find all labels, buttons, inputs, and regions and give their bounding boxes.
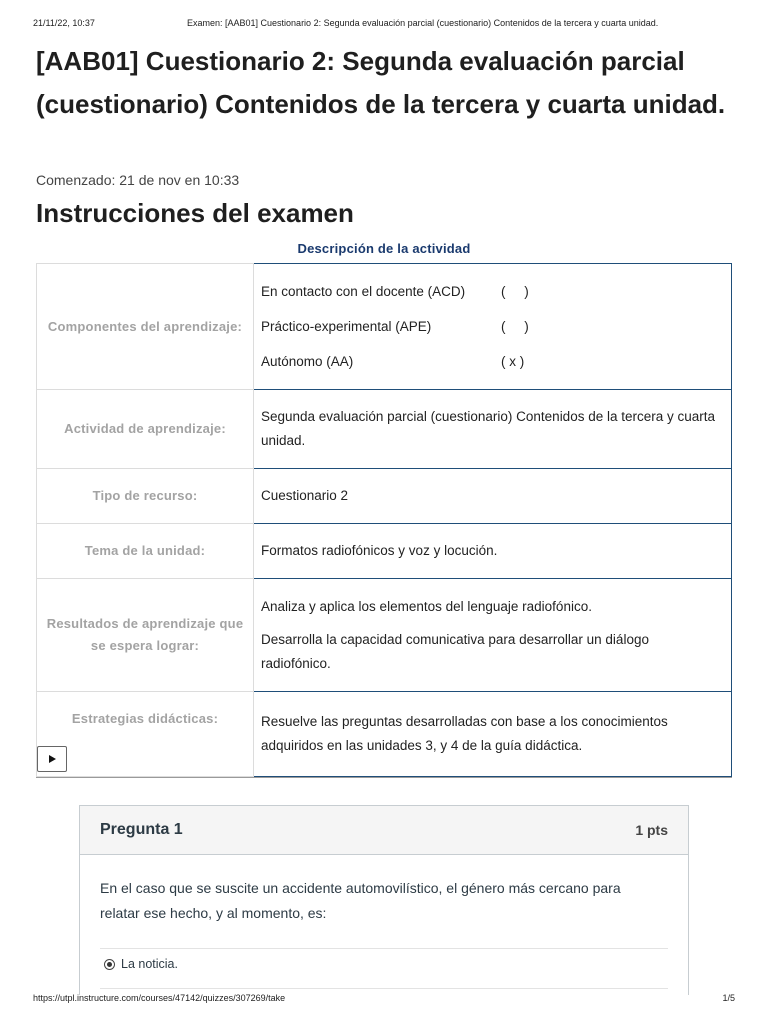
component-name: Autónomo (AA) — [261, 353, 354, 369]
print-document-title: Examen: [AAB01] Cuestionario 2: Segunda evaluación parcial (cuestionario) Contenidos de la tercera y cuarta unidad. — [187, 18, 659, 28]
components-value — [254, 264, 732, 390]
resource-type-label: Tipo de recurso: — [37, 469, 254, 524]
option-divider — [100, 948, 668, 949]
unit-topic-value: Formatos radiofónicos y voz y locución. — [254, 524, 732, 579]
component-name: Práctico-experimental (APE) — [261, 318, 432, 334]
page-title: [AAB01] Cuestionario 2: Segunda evaluación parcial (cuestionario) Contenidos de la tercera y cuarta unidad. — [36, 46, 726, 119]
table-row-learning-results — [37, 579, 732, 692]
answer-option[interactable] — [104, 957, 178, 971]
activity-label: Actividad de aprendizaje: — [37, 390, 254, 469]
unit-topic-label: Tema de la unidad: — [37, 524, 254, 579]
component-item — [261, 309, 721, 344]
table-row-activity — [37, 390, 732, 469]
resource-type-value: Cuestionario 2 — [254, 469, 732, 524]
activity-value: Segunda evaluación parcial (cuestionario) Contenidos de la tercera y cuarta unidad. — [254, 390, 732, 469]
question-points: 1 pts — [635, 822, 668, 838]
answer-option-label: La noticia. — [121, 957, 178, 971]
option-divider — [100, 988, 668, 989]
component-name: En contacto con el docente (ACD) — [261, 283, 466, 299]
learning-result-item: Analiza y aplica los elementos del lenguaje radiofónico. — [261, 598, 592, 614]
play-icon — [47, 754, 57, 764]
print-datetime: 21/11/22, 10:37 — [33, 18, 95, 28]
table-caption: Descripción de la actividad — [297, 241, 471, 256]
started-timestamp: Comenzado: 21 de nov en 10:33 — [36, 172, 240, 188]
table-row-resource-type — [37, 469, 732, 524]
question-card — [79, 805, 689, 995]
print-header — [33, 18, 735, 32]
play-button[interactable] — [37, 746, 67, 772]
learning-results-label: Resultados de aprendizaje que se espera lograr: — [37, 579, 254, 692]
print-footer — [33, 993, 735, 1007]
learning-result-item: Desarrolla la capacidad comunicativa para desarrollar un diálogo radiofónico. — [261, 631, 649, 671]
print-page-number: 1/5 — [722, 993, 735, 1003]
components-label: Componentes del aprendizaje: — [37, 264, 254, 390]
question-title: Pregunta 1 — [100, 821, 183, 838]
table-row-strategies — [37, 692, 732, 777]
table-divider — [36, 777, 732, 778]
component-mark: ( x ) — [501, 353, 525, 369]
print-url: https://utpl.instructure.com/courses/47142/quizzes/307269/take — [33, 993, 286, 1003]
component-item — [261, 274, 721, 309]
question-text: En el caso que se suscite un accidente automovilístico, el género más cercano para relatar ese hecho, y al momento, es: — [100, 880, 621, 921]
strategies-value: Resuelve las preguntas desarrolladas con base a los conocimientos adquiridos en las unidades 3, y 4 de la guía didáctica. — [254, 692, 732, 777]
table-row-components — [37, 264, 732, 390]
question-header — [80, 806, 688, 855]
activity-description-table — [36, 263, 732, 777]
learning-results-value — [254, 579, 732, 692]
component-mark: ( ) — [501, 283, 529, 299]
instructions-heading: Instrucciones del examen — [36, 198, 354, 228]
component-mark: ( ) — [501, 318, 529, 334]
component-item — [261, 344, 721, 379]
table-row-unit-topic — [37, 524, 732, 579]
radio-selected-icon[interactable] — [104, 959, 115, 970]
strategies-label: Estrategias didácticas: — [37, 692, 254, 777]
